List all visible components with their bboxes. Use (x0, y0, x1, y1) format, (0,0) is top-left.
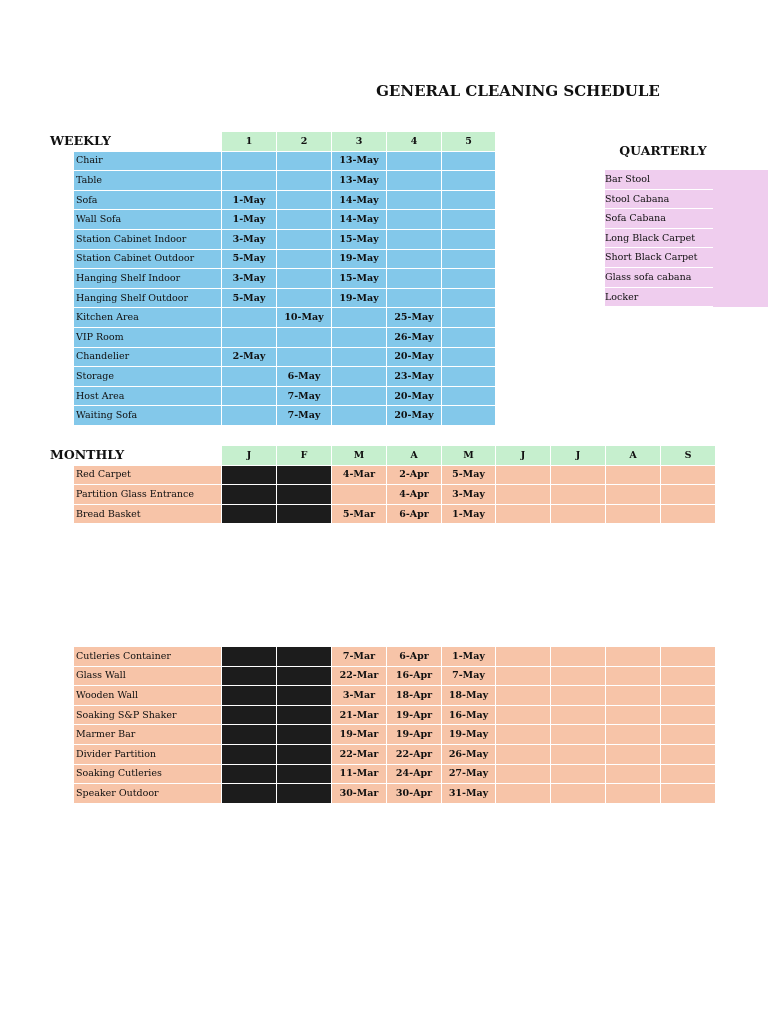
quarterly-item: Long Black Carpet (605, 229, 713, 249)
date-cell: 7-May (277, 406, 332, 426)
date-cell: 20-May (387, 347, 442, 367)
date-cell: 10-May (277, 308, 332, 328)
date-cell (661, 705, 716, 725)
blocked-cell (222, 705, 277, 725)
date-cell (277, 190, 332, 210)
monthly-label: MONTHLY (50, 447, 125, 462)
quarterly-item: Short Black Carpet (605, 248, 713, 268)
blocked-cell (222, 686, 277, 706)
monthly-table-bottom (73, 646, 716, 804)
date-cell (387, 171, 442, 191)
date-cell: 15-May (332, 269, 387, 289)
task-name: Glass Wall (74, 666, 222, 686)
task-name: Kitchen Area (74, 308, 222, 328)
date-cell (442, 229, 496, 249)
date-cell (551, 485, 606, 505)
task-name: Hanging Shelf Outdoor (74, 288, 222, 308)
date-cell: 19-Apr (387, 705, 442, 725)
date-cell: 6-May (277, 367, 332, 387)
date-cell (496, 784, 551, 804)
date-cell (442, 308, 496, 328)
date-cell: 7-May (442, 666, 496, 686)
table-row (74, 686, 716, 706)
date-cell: 5-May (222, 288, 277, 308)
date-cell: 16-Apr (387, 666, 442, 686)
quarterly-item: Glass sofa cabana (605, 268, 713, 288)
date-cell: 26-May (442, 744, 496, 764)
date-cell (222, 327, 277, 347)
table-row (74, 647, 716, 667)
date-cell: 11-Mar (332, 764, 387, 784)
date-cell (606, 705, 661, 725)
date-cell (661, 744, 716, 764)
date-cell: 1-May (222, 190, 277, 210)
blocked-cell (277, 465, 332, 485)
date-cell: 6-Apr (387, 504, 442, 524)
table-row (74, 308, 496, 328)
date-cell: 18-Apr (387, 686, 442, 706)
date-cell: 2-May (222, 347, 277, 367)
column-header: J (496, 446, 551, 466)
table-row (74, 465, 716, 485)
task-name: Chair (74, 151, 222, 171)
table-row (74, 347, 496, 367)
date-cell (496, 744, 551, 764)
column-header: A (606, 446, 661, 466)
task-name: Waiting Sofa (74, 406, 222, 426)
blocked-cell (222, 744, 277, 764)
date-cell: 3-May (222, 229, 277, 249)
date-cell: 1-May (222, 210, 277, 230)
date-cell (661, 725, 716, 745)
date-cell (277, 347, 332, 367)
column-header: 4 (387, 132, 442, 152)
task-name: Partition Glass Entrance (74, 485, 222, 505)
table-row (74, 367, 496, 387)
blocked-cell (277, 666, 332, 686)
date-cell (606, 666, 661, 686)
date-cell (551, 705, 606, 725)
quarterly-item: Bar Stool (605, 170, 713, 190)
date-cell (222, 308, 277, 328)
blocked-cell (222, 504, 277, 524)
date-cell: 1-May (442, 647, 496, 667)
table-row (74, 504, 716, 524)
blocked-cell (277, 705, 332, 725)
blocked-cell (222, 465, 277, 485)
date-cell (606, 465, 661, 485)
date-cell: 14-May (332, 210, 387, 230)
date-cell (222, 367, 277, 387)
weekly-label: WEEKLY (50, 133, 111, 148)
date-cell: 4-Apr (387, 485, 442, 505)
date-cell: 30-Mar (332, 784, 387, 804)
date-cell: 27-May (442, 764, 496, 784)
date-cell (387, 269, 442, 289)
date-cell (387, 151, 442, 171)
date-cell (661, 485, 716, 505)
date-cell (606, 647, 661, 667)
date-cell (332, 406, 387, 426)
table-row (74, 171, 496, 191)
blocked-cell (222, 784, 277, 804)
column-header: 5 (442, 132, 496, 152)
task-name: VIP Room (74, 327, 222, 347)
date-cell: 31-May (442, 784, 496, 804)
date-cell (332, 308, 387, 328)
date-cell: 7-May (277, 386, 332, 406)
date-cell (661, 647, 716, 667)
date-cell (442, 347, 496, 367)
date-cell (551, 504, 606, 524)
date-cell (442, 151, 496, 171)
table-row (74, 386, 496, 406)
blocked-cell (277, 784, 332, 804)
date-cell (606, 686, 661, 706)
date-cell: 16-May (442, 705, 496, 725)
date-cell (551, 647, 606, 667)
date-cell: 18-May (442, 686, 496, 706)
date-cell: 14-May (332, 190, 387, 210)
column-header: F (277, 446, 332, 466)
date-cell (222, 386, 277, 406)
date-cell (661, 686, 716, 706)
date-cell (551, 744, 606, 764)
date-cell (496, 465, 551, 485)
date-cell (661, 504, 716, 524)
date-cell (661, 666, 716, 686)
date-cell: 13-May (332, 171, 387, 191)
date-cell (332, 347, 387, 367)
date-cell: 5-May (442, 465, 496, 485)
date-cell (277, 327, 332, 347)
date-cell (332, 367, 387, 387)
task-name: Station Cabinet Indoor (74, 229, 222, 249)
date-cell: 15-May (332, 229, 387, 249)
date-cell (661, 465, 716, 485)
task-name: Bread Basket (74, 504, 222, 524)
blocked-cell (222, 666, 277, 686)
task-name: Storage (74, 367, 222, 387)
table-row (74, 210, 496, 230)
date-cell: 20-May (387, 386, 442, 406)
date-cell (606, 725, 661, 745)
date-cell: 7-Mar (332, 647, 387, 667)
task-name: Cutleries Container (74, 647, 222, 667)
date-cell: 3-May (442, 485, 496, 505)
date-cell: 4-Mar (332, 465, 387, 485)
table-row (74, 705, 716, 725)
task-name: Host Area (74, 386, 222, 406)
date-cell (496, 705, 551, 725)
column-header: M (442, 446, 496, 466)
table-row (74, 725, 716, 745)
quarterly-item: Locker (605, 288, 713, 308)
date-cell (496, 647, 551, 667)
date-cell (442, 367, 496, 387)
table-row (74, 151, 496, 171)
date-cell (332, 386, 387, 406)
column-header: M (332, 446, 387, 466)
weekly-table (73, 131, 496, 426)
blocked-cell (222, 647, 277, 667)
table-row (74, 269, 496, 289)
blocked-cell (222, 725, 277, 745)
date-cell: 19-May (332, 288, 387, 308)
date-cell: 24-Apr (387, 764, 442, 784)
task-name: Station Cabinet Outdoor (74, 249, 222, 269)
column-header: 1 (222, 132, 277, 152)
date-cell (442, 327, 496, 347)
blocked-cell (277, 504, 332, 524)
date-cell (551, 764, 606, 784)
column-header: J (222, 446, 277, 466)
table-row (74, 784, 716, 804)
date-cell: 22-Apr (387, 744, 442, 764)
date-cell (496, 485, 551, 505)
date-cell: 19-May (442, 725, 496, 745)
date-cell (551, 784, 606, 804)
date-cell: 6-Apr (387, 647, 442, 667)
blocked-cell (222, 485, 277, 505)
date-cell: 5-Mar (332, 504, 387, 524)
date-cell (496, 725, 551, 745)
date-cell: 5-May (222, 249, 277, 269)
table-row (74, 485, 716, 505)
date-cell: 2-Apr (387, 465, 442, 485)
task-name: Marmer Bar (74, 725, 222, 745)
table-row (74, 288, 496, 308)
blocked-cell (277, 725, 332, 745)
date-cell (332, 485, 387, 505)
date-cell (551, 666, 606, 686)
date-cell: 19-May (332, 249, 387, 269)
column-header: 2 (277, 132, 332, 152)
date-cell (387, 249, 442, 269)
date-cell (442, 386, 496, 406)
date-cell: 3-May (222, 269, 277, 289)
date-cell (442, 249, 496, 269)
table-row (74, 190, 496, 210)
date-cell (277, 288, 332, 308)
date-cell (496, 764, 551, 784)
date-cell (222, 406, 277, 426)
date-cell (387, 288, 442, 308)
task-name: Divider Partition (74, 744, 222, 764)
date-cell (277, 151, 332, 171)
table-row (74, 744, 716, 764)
date-cell: 22-Mar (332, 744, 387, 764)
page-title: GENERAL CLEANING SCHEDULE (376, 82, 660, 100)
task-name: Table (74, 171, 222, 191)
date-cell (442, 171, 496, 191)
blocked-cell (277, 485, 332, 505)
column-header: J (551, 446, 606, 466)
table-row (74, 249, 496, 269)
date-cell (496, 504, 551, 524)
table-row (74, 764, 716, 784)
date-cell (222, 151, 277, 171)
date-cell (496, 666, 551, 686)
date-cell (277, 171, 332, 191)
quarterly-item: Stool Cabana (605, 190, 713, 210)
monthly-table-top (73, 445, 716, 524)
blocked-cell (277, 744, 332, 764)
date-cell (606, 784, 661, 804)
header-spacer (74, 132, 222, 152)
date-cell: 25-May (387, 308, 442, 328)
task-name: Hanging Shelf Indoor (74, 269, 222, 289)
date-cell (387, 229, 442, 249)
date-cell: 22-Mar (332, 666, 387, 686)
date-cell (606, 485, 661, 505)
date-cell: 19-Apr (387, 725, 442, 745)
date-cell (551, 465, 606, 485)
date-cell (277, 210, 332, 230)
task-name: Wall Sofa (74, 210, 222, 230)
date-cell (387, 190, 442, 210)
date-cell: 19-Mar (332, 725, 387, 745)
column-header: A (387, 446, 442, 466)
date-cell (442, 288, 496, 308)
date-cell: 30-Apr (387, 784, 442, 804)
date-cell (442, 190, 496, 210)
column-header: S (661, 446, 716, 466)
date-cell (387, 210, 442, 230)
quarterly-label: QUARTERLY (619, 143, 707, 158)
date-cell (661, 764, 716, 784)
date-cell (442, 210, 496, 230)
task-name: Soaking Cutleries (74, 764, 222, 784)
date-cell: 13-May (332, 151, 387, 171)
date-cell (222, 171, 277, 191)
date-cell: 20-May (387, 406, 442, 426)
date-cell: 23-May (387, 367, 442, 387)
task-name: Soaking S&P Shaker (74, 705, 222, 725)
date-cell (496, 686, 551, 706)
header-row (74, 132, 496, 152)
quarterly-item: Sofa Cabana (605, 209, 713, 229)
date-cell (442, 269, 496, 289)
date-cell (442, 406, 496, 426)
date-cell (551, 725, 606, 745)
column-header: 3 (332, 132, 387, 152)
date-cell (606, 504, 661, 524)
date-cell: 26-May (387, 327, 442, 347)
blocked-cell (277, 647, 332, 667)
header-row (74, 446, 716, 466)
date-cell (606, 744, 661, 764)
task-name: Speaker Outdoor (74, 784, 222, 804)
blocked-cell (277, 764, 332, 784)
task-name: Sofa (74, 190, 222, 210)
date-cell (332, 327, 387, 347)
table-row (74, 666, 716, 686)
blocked-cell (222, 764, 277, 784)
date-cell: 1-May (442, 504, 496, 524)
table-row (74, 406, 496, 426)
date-cell (277, 249, 332, 269)
task-name: Chandelier (74, 347, 222, 367)
header-spacer (74, 446, 222, 466)
task-name: Wooden Wall (74, 686, 222, 706)
date-cell (606, 764, 661, 784)
date-cell (551, 686, 606, 706)
date-cell: 3-Mar (332, 686, 387, 706)
blocked-cell (277, 686, 332, 706)
date-cell (277, 229, 332, 249)
table-row (74, 229, 496, 249)
date-cell: 21-Mar (332, 705, 387, 725)
table-row (74, 327, 496, 347)
date-cell (277, 269, 332, 289)
task-name: Red Carpet (74, 465, 222, 485)
date-cell (661, 784, 716, 804)
